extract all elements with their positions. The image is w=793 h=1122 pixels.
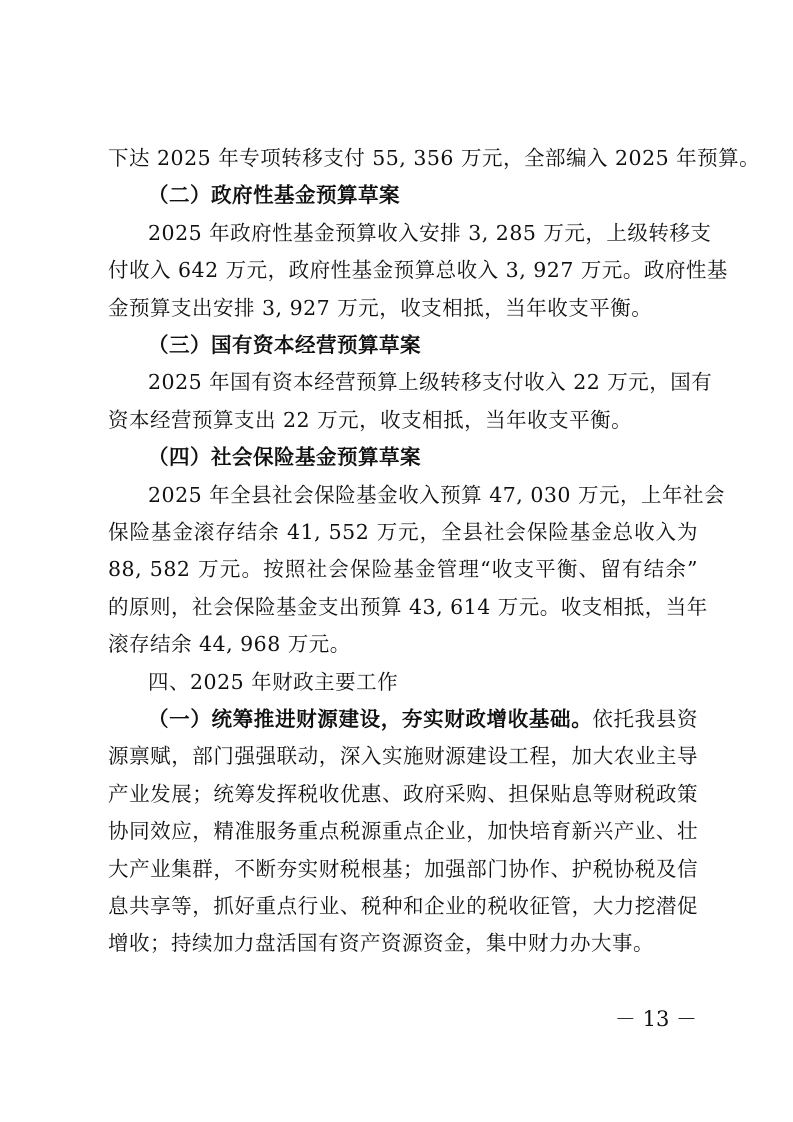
section-heading: （三）国有资本经营预算草案 [148,333,421,357]
paragraph-lead-heading: （一）统筹推进财源建设，夯实财政增收基础。 [148,707,593,731]
paragraph-line: 下达 2025 年专项转移支付 55, 356 万元，全部编入 2025 年预算。 [108,146,761,170]
paragraph-line: 2025 年全县社会保险基金收入预算 47, 030 万元，上年社会 [148,482,725,507]
section-heading: （四）社会保险基金预算草案 [148,445,421,470]
paragraph-line: 息共享等，抓好重点行业、税种和企业的税收征管，大力挖潜促 [108,894,698,918]
paragraph-line: 88, 582 万元。按照社会保险基金管理“收支平衡、留有结余” [108,557,698,582]
paragraph-line: 产业发展；统筹发挥税收优惠、政府采购、担保贴息等财税政策 [108,781,698,806]
paragraph-line: 滚存结余 44, 968 万元。 [108,632,351,657]
paragraph-line: 保险基金滚存结余 41, 552 万元，全县社会保险基金总收入为 [108,520,698,544]
paragraph-line: 大产业集群，不断夯实财税根基；加强部门协作、护税协税及信 [108,856,698,881]
chapter-heading: 四、2025 年财政主要工作 [148,669,399,694]
section-heading: （二）政府性基金预算草案 [148,183,400,208]
paragraph-line [148,701,698,737]
paragraph-line: 资本经营预算支出 22 万元，收支相抵，当年收支平衡。 [108,407,633,432]
paragraph-line: 增收；持续加力盘活国有资产资源资金，集中财力办大事。 [108,931,654,956]
paragraph-line-text: 依托我县资 [592,707,698,731]
paragraph-line: 金预算支出安排 3, 927 万元，收支相抵，当年收支平衡。 [108,295,653,320]
paragraph-line: 2025 年国有资本经营预算上级转移支付收入 22 万元，国有 [148,370,713,395]
page-number: － 13 － [614,1007,697,1031]
paragraph-line: 协同效应，精准服务重点税源重点企业，加快培育新兴产业、壮 [108,819,698,844]
paragraph-line: 的原则，社会保险基金支出预算 43, 614 万元。收支相抵，当年 [108,594,708,619]
paragraph-line: 源禀赋，部门强强联动，深入实施财源建设工程，加大农业主导 [108,744,698,769]
paragraph-line: 付收入 642 万元，政府性基金预算总收入 3, 927 万元。政府性基 [108,258,728,283]
paragraph-line: 2025 年政府性基金预算收入安排 3, 285 万元，上级转移支 [148,220,712,245]
